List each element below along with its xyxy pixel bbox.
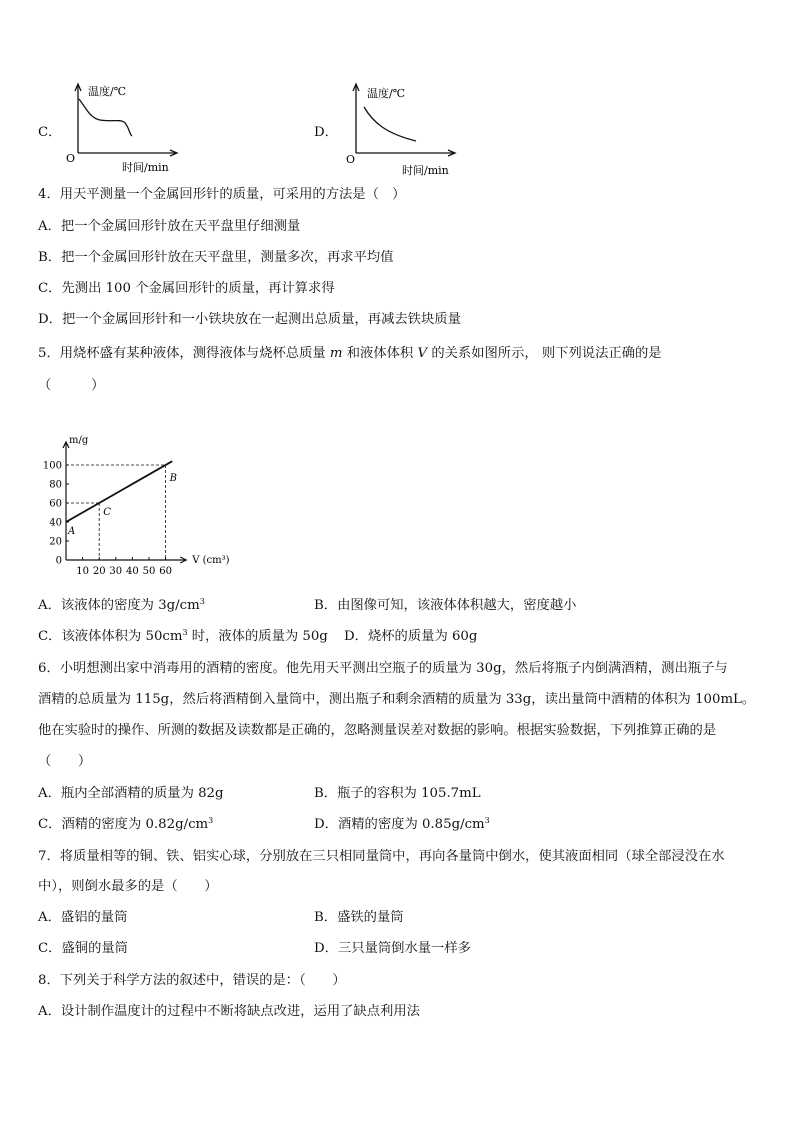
- graph-c-curve: [79, 99, 132, 136]
- chart-x-tick-label: 10: [76, 566, 89, 577]
- q5-stem-part1: 5．用烧杯盛有某种液体，测得液体与烧杯总质量: [38, 346, 330, 361]
- graph-c-ylabel: 温度/℃: [88, 85, 127, 98]
- q5-option-d: D．烧杯的质量为 60g: [344, 629, 478, 644]
- q6-option-c-sup: 3: [208, 816, 214, 825]
- q5-option-c-tail: 时，液体的质量为 50g: [187, 629, 328, 644]
- graph-d-origin: O: [346, 153, 356, 166]
- chart-x-tick-label: 50: [142, 566, 156, 577]
- q6-option-b: B．瓶子的容积为 105.7mL: [314, 786, 481, 801]
- q4-option-a: A．把一个金属回形针放在天平盘里仔细测量: [38, 219, 301, 234]
- chart-y-tick-label: 100: [42, 460, 62, 472]
- q7-option-b: B．盛铁的量筒: [314, 910, 404, 925]
- graph-d-ylabel: 温度/℃: [367, 87, 406, 100]
- chart-point-label: B: [169, 473, 177, 484]
- q6-option-d-sup: 3: [484, 816, 490, 825]
- q8-stem: 8．下列关于科学方法的叙述中，错误的是：（ ）: [38, 973, 346, 988]
- chart-series-line: [66, 461, 172, 522]
- q6-line-3: 他在实验时的操作、所测的数据及读数都是正确的，忽略测量误差对数据的影响。根据实验数据，下列推算正确的是: [38, 723, 717, 738]
- chart-point-label: A: [68, 526, 76, 537]
- q5-stem: [38, 345, 662, 363]
- chart-y-tick-label: 80: [49, 479, 62, 491]
- chart-y-tick-label: 0: [55, 555, 62, 567]
- q6-option-d-text: D．酒精的密度为 0.85g/cm: [314, 817, 485, 832]
- chart-x-tick-label: 20: [92, 566, 106, 577]
- graph-c-xlabel: 时间/min: [122, 161, 169, 174]
- q5-option-b: B．由图像可知，该液体体积越大，密度越小: [314, 598, 577, 613]
- q5-option-a-text: A．该液体的密度为 3g/cm: [38, 598, 200, 613]
- chart-xlabel: V (cm³): [192, 555, 230, 566]
- option-c-label: C．: [38, 125, 62, 140]
- option-d-label: D．: [314, 125, 338, 140]
- chart-y-tick-label: 20: [49, 536, 62, 548]
- q7-option-d: D．三只量筒倒水量一样多: [314, 941, 471, 956]
- q7-line-1: 7．将质量相等的铜、铁、铝实心球，分别放在三只相同量筒中，再向各量筒中倒水，使其液面相同（球全部浸没在水: [38, 849, 725, 864]
- q8-option-a: A．设计制作温度计的过程中不断将缺点改进，运用了缺点利用法: [38, 1004, 420, 1019]
- q5-stem-v: V: [417, 346, 428, 361]
- graph-d-xlabel: 时间/min: [402, 164, 449, 177]
- graph-c-origin: O: [66, 152, 76, 165]
- q5-option-c-text: C．该液体体积为 50cm: [38, 629, 183, 644]
- q6-option-d: [314, 816, 490, 834]
- mass-volume-chart: [36, 418, 276, 578]
- q6-paren: （ ）: [38, 754, 92, 769]
- graph-d: [338, 80, 478, 180]
- chart-x-tick-label: 40: [126, 566, 139, 577]
- q6-line-1: 6．小明想测出家中消毒用的酒精的密度。他先用天平测出空瓶子的质量为 30g，然后将瓶子内倒满酒精，测出瓶子与: [38, 661, 728, 676]
- q7-option-c: C．盛铜的量筒: [38, 941, 128, 956]
- q6-option-c: [38, 816, 213, 834]
- q5-option-c-sup: 3: [182, 628, 188, 637]
- q4-stem: 4．用天平测量一个金属回形针的质量，可采用的方法是（ ）: [38, 187, 406, 202]
- q5-stem-part3: 的关系如图所示， 则下列说法正确的是: [427, 346, 662, 361]
- q5-stem-part2: 和液体体积: [342, 346, 418, 361]
- q5-stem-m: m: [329, 346, 343, 361]
- chart-y-tick-label: 60: [49, 498, 62, 510]
- chart-ylabel: m/g: [69, 435, 89, 446]
- q5-option-a-sup: 3: [199, 597, 205, 606]
- graph-c: [62, 80, 202, 180]
- q7-line-2: 中），则倒水最多的是（ ）: [38, 879, 218, 894]
- q7-option-a: A．盛铝的量筒: [38, 910, 128, 925]
- q6-option-a: A．瓶内全部酒精的质量为 82g: [38, 786, 224, 801]
- q5-option-a: [38, 597, 205, 615]
- q4-option-d: D．把一个金属回形针和一小铁块放在一起测出总质量，再减去铁块质量: [38, 312, 461, 327]
- chart-y-tick-label: 40: [49, 517, 62, 529]
- chart-point-label: C: [103, 507, 111, 518]
- q5-option-c: [38, 628, 328, 646]
- q4-option-b: B．把一个金属回形针放在天平盘里，测量多次，再求平均值: [38, 250, 394, 265]
- chart-x-tick-label: 60: [159, 566, 172, 577]
- q6-line-2: 酒精的总质量为 115g，然后将酒精倒入量筒中，测出瓶子和剩余酒精的质量为 33g，读出量筒中酒精的体积为 100mL。: [38, 692, 756, 707]
- q5-paren: （ ）: [38, 378, 105, 393]
- chart-x-tick-label: 30: [109, 566, 123, 577]
- graph-d-curve: [364, 107, 416, 141]
- q4-option-c: C．先测出 100 个金属回形针的质量，再计算求得: [38, 281, 335, 296]
- q6-option-c-text: C．酒精的密度为 0.82g/cm: [38, 817, 209, 832]
